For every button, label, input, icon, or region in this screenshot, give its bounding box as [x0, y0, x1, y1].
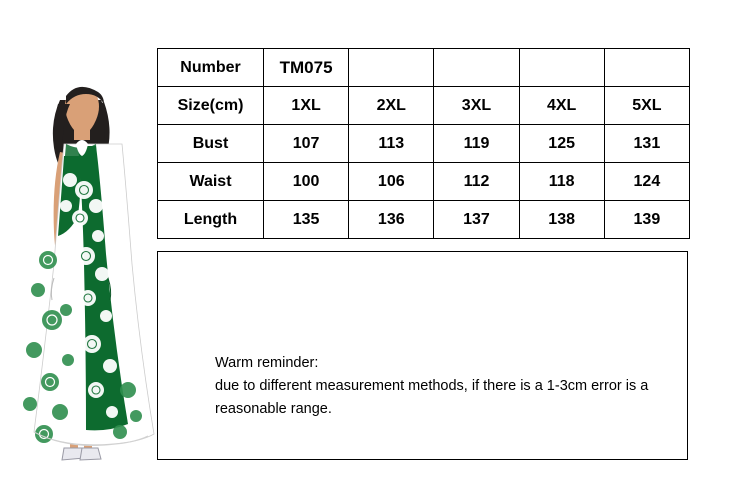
cell-waist-4xl: 118	[519, 163, 604, 201]
table-row-size	[158, 87, 690, 125]
warm-reminder-text	[215, 352, 675, 421]
cell-size-3xl: 3XL	[434, 87, 519, 125]
cell-size-2xl: 2XL	[349, 87, 434, 125]
cell-number-4xl	[519, 49, 604, 87]
row-label-bust: Bust	[158, 125, 264, 163]
cell-length-2xl: 136	[349, 201, 434, 239]
cell-bust-4xl: 125	[519, 125, 604, 163]
cell-number-1xl: TM075	[264, 49, 349, 87]
cell-length-1xl: 135	[264, 201, 349, 239]
cell-length-4xl: 138	[519, 201, 604, 239]
cell-bust-1xl: 107	[264, 125, 349, 163]
cell-number-3xl	[434, 49, 519, 87]
product-photo	[8, 60, 156, 478]
row-label-length: Length	[158, 201, 264, 239]
cell-size-5xl: 5XL	[604, 87, 689, 125]
row-label-waist: Waist	[158, 163, 264, 201]
table-row-number	[158, 49, 690, 87]
row-label-size: Size(cm)	[158, 87, 264, 125]
cell-length-5xl: 139	[604, 201, 689, 239]
size-table-container	[157, 48, 690, 239]
cell-number-2xl	[349, 49, 434, 87]
cell-size-1xl: 1XL	[264, 87, 349, 125]
reminder-line-1: due to different measurement methods, if there is a 1-3cm error is a	[215, 378, 649, 394]
row-label-number: Number	[158, 49, 264, 87]
cell-length-3xl: 137	[434, 201, 519, 239]
size-table	[157, 48, 690, 239]
warm-reminder-box	[157, 251, 688, 460]
cell-bust-5xl: 131	[604, 125, 689, 163]
cell-bust-2xl: 113	[349, 125, 434, 163]
model-illustration	[8, 60, 156, 478]
table-row-bust	[158, 125, 690, 163]
cell-number-5xl	[604, 49, 689, 87]
table-row-length	[158, 201, 690, 239]
cell-waist-1xl: 100	[264, 163, 349, 201]
reminder-title: Warm reminder:	[215, 355, 319, 371]
reminder-line-2: reasonable range.	[215, 401, 332, 417]
cell-waist-5xl: 124	[604, 163, 689, 201]
cell-bust-3xl: 119	[434, 125, 519, 163]
cell-waist-3xl: 112	[434, 163, 519, 201]
table-row-waist	[158, 163, 690, 201]
cell-size-4xl: 4XL	[519, 87, 604, 125]
cell-waist-2xl: 106	[349, 163, 434, 201]
